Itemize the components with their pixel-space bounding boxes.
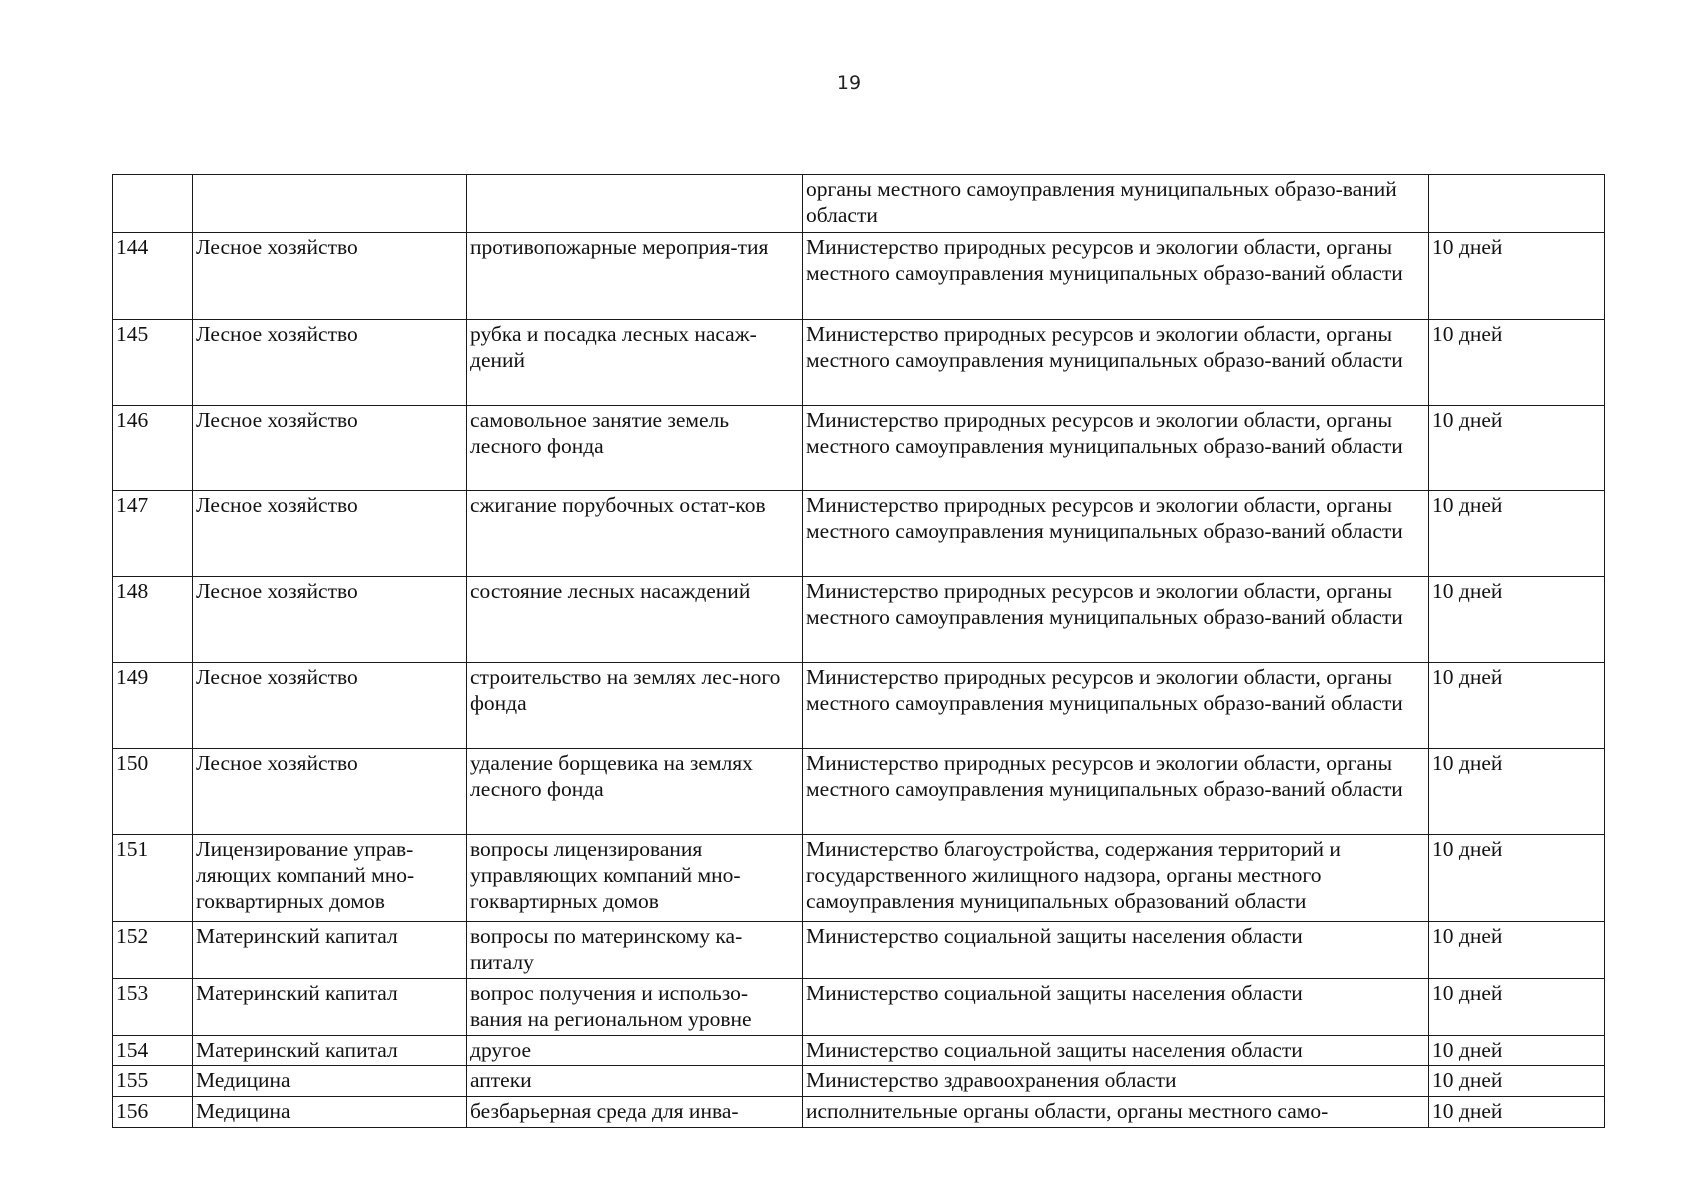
- topic-cell: строительство на землях лес-ного фонда: [467, 663, 803, 749]
- row-number: 147: [113, 491, 193, 577]
- row-number: [113, 175, 193, 233]
- table-row: [113, 1066, 1605, 1097]
- topic-cell: вопросы по материнскому ка-питалу: [467, 922, 803, 979]
- row-number: 144: [113, 233, 193, 320]
- table-row: [113, 835, 1605, 922]
- table-row: [113, 922, 1605, 979]
- term-cell: 10 дней: [1429, 577, 1605, 663]
- table-row: [113, 1097, 1605, 1128]
- table-row: [113, 320, 1605, 406]
- authority-cell: исполнительные органы области, органы местного само-: [803, 1097, 1429, 1128]
- term-cell: 10 дней: [1429, 749, 1605, 835]
- table-row: [113, 491, 1605, 577]
- term-cell: 10 дней: [1429, 1066, 1605, 1097]
- topic-cell: вопросы лицензирования управляющих компаний мно-гоквартирных домов: [467, 835, 803, 922]
- term-cell: 10 дней: [1429, 1097, 1605, 1128]
- document-table: [112, 174, 1605, 1128]
- authority-cell: Министерство природных ресурсов и экологии области, органы местного самоуправления муниципальных образо-ваний области: [803, 233, 1429, 320]
- authority-cell: Министерство социальной защиты населения области: [803, 1036, 1429, 1066]
- table-row: [113, 406, 1605, 491]
- area-cell: Материнский капитал: [193, 979, 467, 1036]
- term-cell: 10 дней: [1429, 922, 1605, 979]
- area-cell: Лесное хозяйство: [193, 233, 467, 320]
- row-number: 149: [113, 663, 193, 749]
- row-number: 153: [113, 979, 193, 1036]
- term-cell: 10 дней: [1429, 979, 1605, 1036]
- topic-cell: сжигание порубочных остат-ков: [467, 491, 803, 577]
- area-cell: Лесное хозяйство: [193, 406, 467, 491]
- table-row: [113, 577, 1605, 663]
- authority-cell: Министерство социальной защиты населения области: [803, 922, 1429, 979]
- term-cell: 10 дней: [1429, 835, 1605, 922]
- area-cell: Лицензирование управ-ляющих компаний мно-гоквартирных домов: [193, 835, 467, 922]
- row-number: 151: [113, 835, 193, 922]
- area-cell: Материнский капитал: [193, 922, 467, 979]
- area-cell: Медицина: [193, 1066, 467, 1097]
- row-number: 152: [113, 922, 193, 979]
- table-row: [113, 749, 1605, 835]
- table-body: [113, 175, 1605, 1128]
- table-row: [113, 663, 1605, 749]
- area-cell: Лесное хозяйство: [193, 749, 467, 835]
- topic-cell: аптеки: [467, 1066, 803, 1097]
- term-cell: 10 дней: [1429, 491, 1605, 577]
- table-row: [113, 1036, 1605, 1066]
- area-cell: Лесное хозяйство: [193, 491, 467, 577]
- term-cell: 10 дней: [1429, 320, 1605, 406]
- topic-cell: рубка и посадка лесных насаж-дений: [467, 320, 803, 406]
- authority-cell: органы местного самоуправления муниципальных образо-ваний области: [803, 175, 1429, 233]
- topic-cell: самовольное занятие земель лесного фонда: [467, 406, 803, 491]
- term-cell: 10 дней: [1429, 663, 1605, 749]
- topic-cell: другое: [467, 1036, 803, 1066]
- row-number: 146: [113, 406, 193, 491]
- term-cell: 10 дней: [1429, 233, 1605, 320]
- topic-cell: вопрос получения и использо-вания на региональном уровне: [467, 979, 803, 1036]
- row-number: 148: [113, 577, 193, 663]
- authority-cell: Министерство здравоохранения области: [803, 1066, 1429, 1097]
- table-row: [113, 233, 1605, 320]
- term-cell: 10 дней: [1429, 1036, 1605, 1066]
- area-cell: Материнский капитал: [193, 1036, 467, 1066]
- area-cell: Медицина: [193, 1097, 467, 1128]
- row-number: 150: [113, 749, 193, 835]
- row-number: 155: [113, 1066, 193, 1097]
- authority-cell: Министерство природных ресурсов и экологии области, органы местного самоуправления муниципальных образо-ваний области: [803, 406, 1429, 491]
- term-cell: 10 дней: [1429, 406, 1605, 491]
- term-cell: [1429, 175, 1605, 233]
- table-row: [113, 175, 1605, 233]
- area-cell: Лесное хозяйство: [193, 663, 467, 749]
- authority-cell: Министерство природных ресурсов и экологии области, органы местного самоуправления муниципальных образо-ваний области: [803, 663, 1429, 749]
- authority-cell: Министерство природных ресурсов и экологии области, органы местного самоуправления муниципальных образо-ваний области: [803, 320, 1429, 406]
- row-number: 156: [113, 1097, 193, 1128]
- topic-cell: безбарьерная среда для инва-: [467, 1097, 803, 1128]
- topic-cell: [467, 175, 803, 233]
- area-cell: Лесное хозяйство: [193, 577, 467, 663]
- row-number: 154: [113, 1036, 193, 1066]
- authority-cell: Министерство социальной защиты населения области: [803, 979, 1429, 1036]
- authority-cell: Министерство природных ресурсов и экологии области, органы местного самоуправления муниципальных образо-ваний области: [803, 749, 1429, 835]
- table-row: [113, 979, 1605, 1036]
- area-cell: [193, 175, 467, 233]
- row-number: 145: [113, 320, 193, 406]
- page-number: 19: [836, 72, 862, 94]
- area-cell: Лесное хозяйство: [193, 320, 467, 406]
- topic-cell: состояние лесных насаждений: [467, 577, 803, 663]
- authority-cell: Министерство природных ресурсов и экологии области, органы местного самоуправления муниципальных образо-ваний области: [803, 491, 1429, 577]
- authority-cell: Министерство благоустройства, содержания территорий и государственного жилищного надзора, органы местного самоуправления муниципальных образований области: [803, 835, 1429, 922]
- topic-cell: удаление борщевика на землях лесного фонда: [467, 749, 803, 835]
- authority-cell: Министерство природных ресурсов и экологии области, органы местного самоуправления муниципальных образо-ваний области: [803, 577, 1429, 663]
- topic-cell: противопожарные мероприя-тия: [467, 233, 803, 320]
